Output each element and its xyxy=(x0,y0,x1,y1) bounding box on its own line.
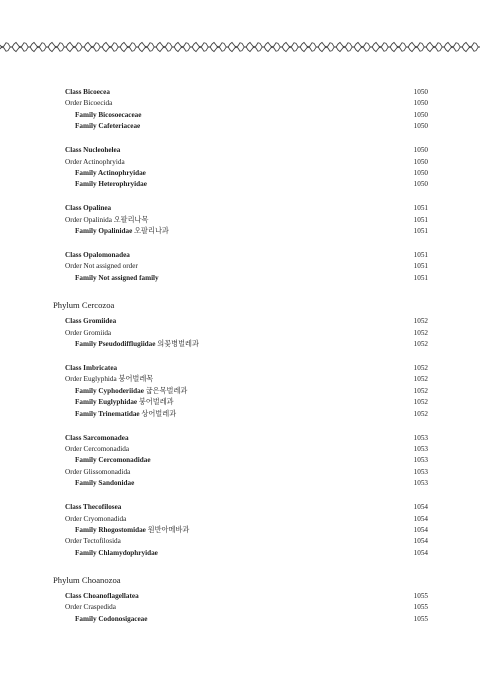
taxon-name: Family Euglyphidae xyxy=(75,398,138,407)
page-number: 1053 xyxy=(413,444,428,453)
korean-name: 오팔리나과 xyxy=(134,227,169,236)
page-number: 1051 xyxy=(413,215,428,224)
page-number: 1052 xyxy=(413,328,428,337)
toc-entry-class xyxy=(0,145,480,156)
korean-name: 오팔리나목 xyxy=(113,215,149,224)
taxon-name: Family Not assigned family xyxy=(75,273,159,282)
taxon-name: Family Rhogostomidae xyxy=(75,525,146,534)
toc-entry-family xyxy=(0,455,480,466)
group-spacer xyxy=(0,133,480,146)
page-number: 1050 xyxy=(413,168,428,177)
entry-label xyxy=(75,478,134,489)
toc-entry-class xyxy=(0,363,480,374)
group-spacer xyxy=(0,350,480,363)
taxon-name: Order Actinophryida xyxy=(65,157,125,166)
page-number: 1051 xyxy=(413,273,428,282)
entry-label xyxy=(75,110,141,121)
page-number: 1050 xyxy=(413,110,428,119)
taxon-name: Order Bicoecida xyxy=(65,99,113,108)
entry-label xyxy=(65,328,111,339)
decorative-wave-border xyxy=(0,40,480,54)
phylum-heading: Phylum Cercozoa xyxy=(53,300,115,311)
page-number: 1052 xyxy=(413,398,428,407)
phylum-heading: Phylum Choanozoa xyxy=(53,575,121,586)
page-number: 1053 xyxy=(413,479,428,488)
taxon-name: Order Craspedida xyxy=(65,603,116,612)
korean-name: 의꽃병벌레과 xyxy=(157,340,199,349)
taxon-name: Order Euglyphida xyxy=(65,375,117,384)
entry-label xyxy=(65,261,138,272)
page-number: 1050 xyxy=(413,122,428,131)
toc-entry-family xyxy=(0,386,480,397)
page-number: 1052 xyxy=(413,340,428,349)
entry-label xyxy=(75,455,151,466)
korean-name: 굽은목벌레과 xyxy=(145,386,188,395)
taxon-name: Class Nucleohelea xyxy=(65,146,121,155)
entry-label xyxy=(75,226,169,237)
toc-entry-family xyxy=(0,339,480,350)
page-number: 1053 xyxy=(413,456,428,465)
entry-label xyxy=(75,548,158,559)
taxon-name: Order Tectofilosida xyxy=(65,537,121,546)
taxon-name: Family Cercomonadidae xyxy=(75,456,151,465)
taxon-name: Family Bicosoecaceae xyxy=(75,110,142,119)
page-number: 1055 xyxy=(413,603,428,612)
toc-entry-family xyxy=(0,121,480,132)
toc-entry-family xyxy=(0,548,480,559)
toc-entry-family xyxy=(0,226,480,237)
entry-label xyxy=(65,591,139,602)
entry-label xyxy=(65,433,129,444)
page-number: 1054 xyxy=(413,537,428,546)
toc-entry-family xyxy=(0,409,480,420)
page-number: 1050 xyxy=(413,88,428,96)
page-number: 1055 xyxy=(413,614,428,623)
entry-label xyxy=(65,203,111,214)
taxon-name: Family Sandonidae xyxy=(75,479,135,488)
entry-label xyxy=(75,386,187,397)
taxon-name: Family Opalinidae xyxy=(75,227,133,236)
taxon-name: Family Actinophryidae xyxy=(75,168,146,177)
page-number: 1054 xyxy=(413,525,428,534)
entry-label xyxy=(75,614,147,625)
taxon-name: Class Opalomonadea xyxy=(65,251,130,260)
page-number: 1054 xyxy=(413,548,428,557)
toc-entry-class xyxy=(0,316,480,327)
toc-entry-order xyxy=(0,328,480,339)
taxon-name: Class Imbricatea xyxy=(65,364,118,373)
toc-entry-order xyxy=(0,261,480,272)
toc-entry-family xyxy=(0,168,480,179)
entry-label xyxy=(65,98,112,109)
entry-label xyxy=(75,179,147,190)
entry-label xyxy=(65,363,117,374)
entry-label xyxy=(65,215,148,226)
entry-label xyxy=(75,525,189,536)
table-of-contents xyxy=(0,87,480,625)
korean-name: 상어벌레과 xyxy=(141,409,177,418)
toc-entry-class xyxy=(0,433,480,444)
taxon-name: Order Cryomonadida xyxy=(65,514,127,523)
toc-entry-class xyxy=(0,250,480,261)
page-number: 1055 xyxy=(413,592,428,601)
page-number: 1052 xyxy=(413,375,428,384)
page-number: 1050 xyxy=(413,157,428,166)
taxon-name: Class Bicoecea xyxy=(65,88,110,96)
entry-label xyxy=(65,502,121,513)
entry-label xyxy=(65,602,116,613)
entry-label xyxy=(65,467,130,478)
page-number: 1050 xyxy=(413,99,428,108)
entry-label xyxy=(65,514,126,525)
page-number: 1050 xyxy=(413,146,428,155)
entry-label xyxy=(75,273,159,284)
toc-entry-family xyxy=(0,614,480,625)
entry-label xyxy=(65,444,129,455)
page-number: 1053 xyxy=(413,467,428,476)
korean-name: 붕어벌레과 xyxy=(138,398,174,407)
group-spacer xyxy=(0,237,480,250)
group-spacer xyxy=(0,420,480,433)
page-number: 1053 xyxy=(413,433,428,442)
taxon-name: Family Pseudodifflugiidae xyxy=(75,340,156,349)
taxon-name: Class Thecofilosea xyxy=(65,503,122,512)
entry-label xyxy=(65,374,153,385)
taxon-name: Family Trinematidae xyxy=(75,409,140,418)
page-number: 1051 xyxy=(413,262,428,271)
toc-entry-family xyxy=(0,110,480,121)
taxon-name: Class Choanoflagellatea xyxy=(65,592,139,601)
page-number: 1052 xyxy=(413,364,428,373)
toc-entry-order xyxy=(0,98,480,109)
toc-entry-order xyxy=(0,215,480,226)
entry-label xyxy=(65,157,125,168)
toc-entry-class xyxy=(0,591,480,602)
toc-entry-family xyxy=(0,273,480,284)
entry-label xyxy=(65,316,116,327)
toc-entry-order xyxy=(0,514,480,525)
toc-entry-family xyxy=(0,525,480,536)
toc-entry-order xyxy=(0,157,480,168)
page-number: 1051 xyxy=(413,227,428,236)
entry-label xyxy=(65,145,120,156)
toc-entry-order xyxy=(0,444,480,455)
taxon-name: Order Glissomonadida xyxy=(65,467,131,476)
group-spacer xyxy=(0,191,480,204)
entry-label xyxy=(65,87,110,98)
page-number: 1054 xyxy=(413,503,428,512)
entry-label xyxy=(75,168,146,179)
korean-name: 원반아메바과 xyxy=(147,525,190,534)
taxon-name: Family Cyphoderiidae xyxy=(75,386,144,395)
taxon-name: Class Opalinea xyxy=(65,204,112,213)
toc-entry-class xyxy=(0,203,480,214)
entry-label xyxy=(75,121,140,132)
page-number: 1051 xyxy=(413,204,428,213)
page-number: 1052 xyxy=(413,317,428,326)
page-number: 1052 xyxy=(413,409,428,418)
toc-entry-class xyxy=(0,502,480,513)
toc-entry-class xyxy=(0,87,480,98)
toc-entry-order xyxy=(0,467,480,478)
taxon-name: Order Opalinida xyxy=(65,215,112,224)
toc-entry-family xyxy=(0,179,480,190)
taxon-name: Class Sarcomonadea xyxy=(65,433,129,442)
taxon-name: Order Gromiida xyxy=(65,328,112,337)
toc-entry-order xyxy=(0,536,480,547)
toc-entry-family xyxy=(0,478,480,489)
toc-entry-order xyxy=(0,374,480,385)
taxon-name: Order Cercomonadida xyxy=(65,444,130,453)
wave-line xyxy=(0,46,480,51)
taxon-name: Family Cafeteriaceae xyxy=(75,122,141,131)
taxon-name: Order Not assigned order xyxy=(65,262,138,271)
entry-label xyxy=(65,536,121,547)
entry-label xyxy=(75,409,176,420)
taxon-name: Family Heterophryidae xyxy=(75,180,147,189)
toc-entry-order xyxy=(0,602,480,613)
entry-label xyxy=(75,339,199,350)
page-number: 1050 xyxy=(413,180,428,189)
page-number: 1051 xyxy=(413,251,428,260)
page-number: 1052 xyxy=(413,386,428,395)
taxon-name: Family Codonosigaceae xyxy=(75,614,148,623)
page-number: 1054 xyxy=(413,514,428,523)
entry-label xyxy=(75,397,174,408)
entry-label xyxy=(65,250,130,261)
group-spacer xyxy=(0,490,480,503)
taxon-name: Class Gromiidea xyxy=(65,317,117,326)
korean-name: 붕어벌레목 xyxy=(118,375,154,384)
toc-entry-family xyxy=(0,397,480,408)
taxon-name: Family Chlamydophryidae xyxy=(75,548,158,557)
